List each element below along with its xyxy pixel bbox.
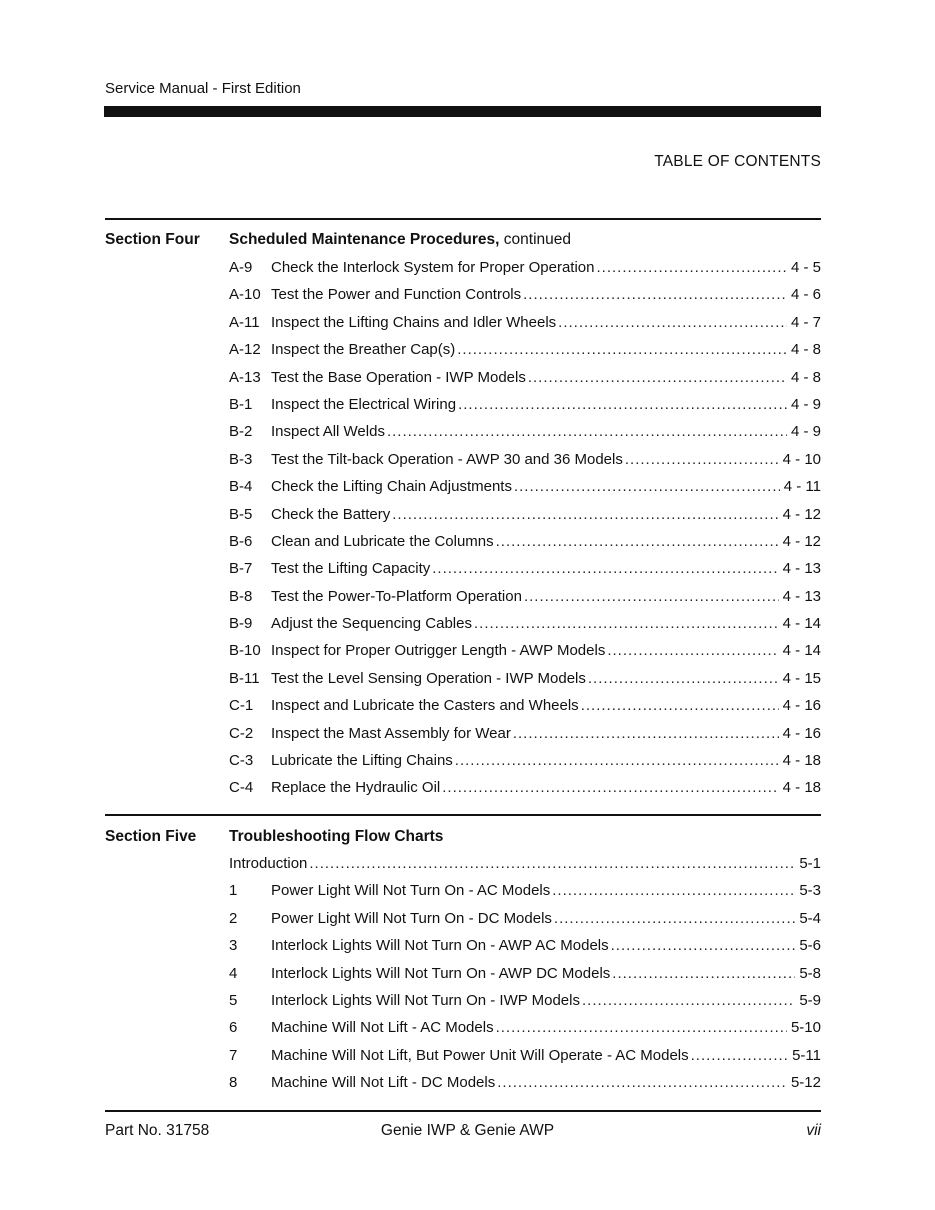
toc-entry-code: A-12 bbox=[229, 341, 261, 359]
toc-entry-title: Interlock Lights Will Not Turn On - AWP DC Models bbox=[271, 964, 611, 982]
toc-entry-title: Inspect All Welds bbox=[271, 423, 385, 441]
toc-entry-title: Check the Lifting Chain Adjustments bbox=[271, 478, 512, 496]
toc-row[interactable] bbox=[229, 877, 821, 904]
toc-row[interactable] bbox=[229, 446, 821, 473]
section-four-heading-title: Scheduled Maintenance Procedures, bbox=[229, 231, 500, 248]
toc-entry-title: Introduction bbox=[229, 855, 308, 872]
toc-entry-page: 4 - 13 bbox=[782, 560, 821, 578]
dot-leader bbox=[309, 850, 795, 877]
toc-entry-title: Test the Base Operation - IWP Models bbox=[271, 368, 526, 386]
toc-entry-page: 5-6 bbox=[799, 937, 821, 955]
toc-row[interactable] bbox=[229, 610, 821, 637]
toc-row[interactable] bbox=[229, 281, 821, 308]
toc-entry-page: 5-10 bbox=[790, 1019, 821, 1037]
dot-leader bbox=[611, 932, 796, 959]
dot-leader bbox=[496, 528, 779, 555]
dot-leader bbox=[558, 309, 787, 336]
toc-entry-page: 5-12 bbox=[790, 1074, 821, 1092]
toc-entry-title: Machine Will Not Lift, But Power Unit Will Operate - AC Models bbox=[271, 1046, 689, 1064]
toc-entry-code: 8 bbox=[229, 1074, 238, 1092]
toc-entry-title: Machine Will Not Lift - AC Models bbox=[271, 1019, 494, 1037]
section-four-heading-suffix: continued bbox=[499, 231, 572, 248]
toc-entry-title: Inspect the Mast Assembly for Wear bbox=[271, 724, 511, 742]
dot-leader bbox=[513, 720, 779, 747]
toc-entry-page: 4 - 9 bbox=[790, 423, 821, 441]
toc-entry-page: 4 - 12 bbox=[782, 505, 821, 523]
toc-entry-page: 4 - 9 bbox=[790, 395, 821, 413]
toc-entry-code: B-4 bbox=[229, 478, 253, 496]
toc-entry-code: B-3 bbox=[229, 450, 253, 468]
toc-entry-code: 7 bbox=[229, 1046, 238, 1064]
dot-leader bbox=[524, 583, 779, 610]
dot-leader bbox=[442, 774, 778, 801]
dot-leader bbox=[497, 1069, 787, 1096]
toc-entry-code: B-10 bbox=[229, 642, 261, 660]
toc-row[interactable] bbox=[229, 1042, 821, 1069]
section-five-heading-title: Troubleshooting Flow Charts bbox=[229, 828, 444, 845]
toc-row-introduction[interactable] bbox=[229, 850, 821, 877]
toc-entry-code: B-8 bbox=[229, 587, 253, 605]
section-five-rule bbox=[105, 814, 821, 816]
dot-leader bbox=[607, 637, 778, 664]
toc-entry-page: 4 - 10 bbox=[782, 450, 821, 468]
toc-row[interactable] bbox=[229, 905, 821, 932]
dot-leader bbox=[458, 391, 787, 418]
toc-entry-title: Adjust the Sequencing Cables bbox=[271, 615, 472, 633]
toc-entry-code: 4 bbox=[229, 964, 238, 982]
toc-row[interactable] bbox=[229, 1014, 821, 1041]
toc-entry-page: 5-11 bbox=[792, 1046, 821, 1064]
toc-entry-page: 5-3 bbox=[799, 882, 821, 900]
dot-leader bbox=[612, 960, 795, 987]
toc-entry-title: Test the Level Sensing Operation - IWP Models bbox=[271, 669, 586, 687]
toc-entry-code: 3 bbox=[229, 937, 238, 955]
toc-row[interactable] bbox=[229, 391, 821, 418]
toc-entry-page: 4 - 8 bbox=[790, 341, 821, 359]
toc-entry-page: 5-4 bbox=[799, 909, 821, 927]
toc-entry-title: Inspect the Breather Cap(s) bbox=[271, 341, 456, 359]
toc-entry-page: 4 - 16 bbox=[782, 697, 821, 715]
toc-entry-page: 4 - 5 bbox=[790, 259, 821, 276]
toc-entry-title: Machine Will Not Lift - DC Models bbox=[271, 1074, 496, 1092]
toc-row[interactable] bbox=[229, 309, 821, 336]
toc-entry-page: 4 - 6 bbox=[790, 286, 821, 304]
toc-row[interactable] bbox=[229, 774, 821, 801]
toc-entry-code: B-7 bbox=[229, 560, 253, 578]
toc-entry-code: C-4 bbox=[229, 779, 254, 797]
toc-entry-page: 4 - 18 bbox=[782, 779, 821, 797]
section-four-rule bbox=[105, 218, 821, 220]
toc-entry-title: Inspect for Proper Outrigger Length - AWP Models bbox=[271, 642, 606, 660]
toc-entry-page: 5-8 bbox=[799, 964, 821, 982]
toc-entry-code: C-3 bbox=[229, 752, 254, 770]
toc-entry-title: Test the Lifting Capacity bbox=[271, 560, 431, 578]
toc-entry-title: Clean and Lubricate the Columns bbox=[271, 532, 494, 550]
toc-entry-code: 1 bbox=[229, 882, 238, 900]
toc-entry-code: A-13 bbox=[229, 368, 261, 386]
toc-entry-page: 4 - 18 bbox=[782, 752, 821, 770]
toc-entry-page: 4 - 14 bbox=[782, 642, 821, 660]
toc-entry-title: Replace the Hydraulic Oil bbox=[271, 779, 441, 797]
toc-entry-page: 5-1 bbox=[799, 855, 821, 872]
footer-part-number: Part No. 31758 bbox=[105, 1122, 210, 1139]
dot-leader bbox=[514, 473, 780, 500]
dot-leader bbox=[392, 501, 778, 528]
toc-row[interactable] bbox=[229, 665, 821, 692]
toc-entry-code: A-9 bbox=[229, 259, 253, 276]
toc-row[interactable] bbox=[229, 336, 821, 363]
toc-entry-page: 4 - 16 bbox=[782, 724, 821, 742]
toc-row[interactable] bbox=[229, 747, 821, 774]
toc-entry-title: Power Light Will Not Turn On - AC Models bbox=[271, 882, 551, 900]
toc-entry-code: B-2 bbox=[229, 423, 253, 441]
dot-leader bbox=[457, 336, 787, 363]
toc-entry-page: 4 - 13 bbox=[782, 587, 821, 605]
dot-leader bbox=[496, 1014, 787, 1041]
section-five-entries bbox=[229, 850, 821, 1097]
toc-entry-title: Lubricate the Lifting Chains bbox=[271, 752, 453, 770]
toc-entry-title: Inspect and Lubricate the Casters and Wheels bbox=[271, 697, 579, 715]
toc-entry-code: B-1 bbox=[229, 395, 253, 413]
toc-entry-code: B-6 bbox=[229, 532, 253, 550]
toc-entry-title: Interlock Lights Will Not Turn On - IWP Models bbox=[271, 991, 580, 1009]
toc-entry-code: C-2 bbox=[229, 724, 254, 742]
toc-row[interactable] bbox=[229, 960, 821, 987]
toc-row[interactable] bbox=[229, 528, 821, 555]
dot-leader bbox=[581, 692, 779, 719]
toc-row[interactable] bbox=[229, 692, 821, 719]
toc-entry-title: Inspect the Electrical Wiring bbox=[271, 395, 457, 413]
dot-leader bbox=[588, 665, 779, 692]
toc-row[interactable] bbox=[229, 254, 821, 281]
dot-leader bbox=[432, 555, 778, 582]
toc-entry-code: B-11 bbox=[229, 669, 260, 687]
toc-entry-code: 6 bbox=[229, 1019, 238, 1037]
dot-leader bbox=[455, 747, 779, 774]
dot-leader bbox=[474, 610, 779, 637]
toc-entry-title: Power Light Will Not Turn On - DC Models bbox=[271, 909, 552, 927]
dot-leader bbox=[625, 446, 779, 473]
section-four-heading bbox=[229, 231, 571, 249]
toc-row[interactable] bbox=[229, 364, 821, 391]
toc-entry-title: Interlock Lights Will Not Turn On - AWP AC Models bbox=[271, 937, 609, 955]
toc-row[interactable] bbox=[229, 583, 821, 610]
toc-row[interactable] bbox=[229, 501, 821, 528]
header-rule bbox=[104, 106, 821, 117]
toc-entry-page: 4 - 7 bbox=[790, 313, 821, 331]
dot-leader bbox=[528, 364, 787, 391]
dot-leader bbox=[596, 254, 787, 281]
toc-entry-page: 4 - 12 bbox=[782, 532, 821, 550]
section-four-label: Section Four bbox=[105, 231, 200, 248]
toc-entry-page: 5-9 bbox=[799, 991, 821, 1009]
toc-entry-page: 4 - 8 bbox=[790, 368, 821, 386]
toc-entry-page: 4 - 14 bbox=[782, 615, 821, 633]
toc-entry-code: A-10 bbox=[229, 286, 261, 304]
toc-row[interactable] bbox=[229, 987, 821, 1014]
dot-leader bbox=[552, 877, 795, 904]
dot-leader bbox=[387, 418, 787, 445]
toc-entry-code: 5 bbox=[229, 991, 238, 1009]
dot-leader bbox=[554, 905, 795, 932]
section-four-entries bbox=[229, 254, 821, 802]
toc-entry-title: Check the Interlock System for Proper Operation bbox=[271, 259, 595, 276]
toc-row[interactable] bbox=[229, 932, 821, 959]
section-five-heading bbox=[229, 828, 443, 846]
toc-entry-title: Test the Tilt-back Operation - AWP 30 and 36 Models bbox=[271, 450, 623, 468]
toc-row[interactable] bbox=[229, 473, 821, 500]
toc-row[interactable] bbox=[229, 1069, 821, 1096]
toc-entry-page: 4 - 15 bbox=[782, 669, 821, 687]
section-five-label: Section Five bbox=[105, 828, 197, 845]
footer-product: Genie IWP & Genie AWP bbox=[380, 1122, 555, 1139]
dot-leader bbox=[523, 281, 787, 308]
toc-entry-code: B-5 bbox=[229, 505, 253, 523]
toc-entry-page: 4 - 11 bbox=[783, 478, 821, 496]
toc-row[interactable] bbox=[229, 555, 821, 582]
toc-entry-code: B-9 bbox=[229, 615, 253, 633]
toc-row[interactable] bbox=[229, 418, 821, 445]
dot-leader bbox=[691, 1042, 788, 1069]
toc-entry-code: A-11 bbox=[229, 313, 260, 331]
dot-leader bbox=[582, 987, 795, 1014]
toc-row[interactable] bbox=[229, 720, 821, 747]
footer-rule bbox=[105, 1110, 821, 1112]
toc-entry-title: Test the Power and Function Controls bbox=[271, 286, 522, 304]
manual-title: Service Manual - First Edition bbox=[105, 80, 301, 97]
toc-entry-title: Test the Power-To-Platform Operation bbox=[271, 587, 522, 605]
toc-entry-code: C-1 bbox=[229, 697, 254, 715]
toc-title: TABLE OF CONTENTS bbox=[654, 153, 821, 170]
toc-entry-code: 2 bbox=[229, 909, 238, 927]
toc-entry-title: Inspect the Lifting Chains and Idler Wheels bbox=[271, 313, 557, 331]
toc-row[interactable] bbox=[229, 637, 821, 664]
footer-page-number: vii bbox=[806, 1122, 821, 1139]
toc-entry-title: Check the Battery bbox=[271, 505, 391, 523]
